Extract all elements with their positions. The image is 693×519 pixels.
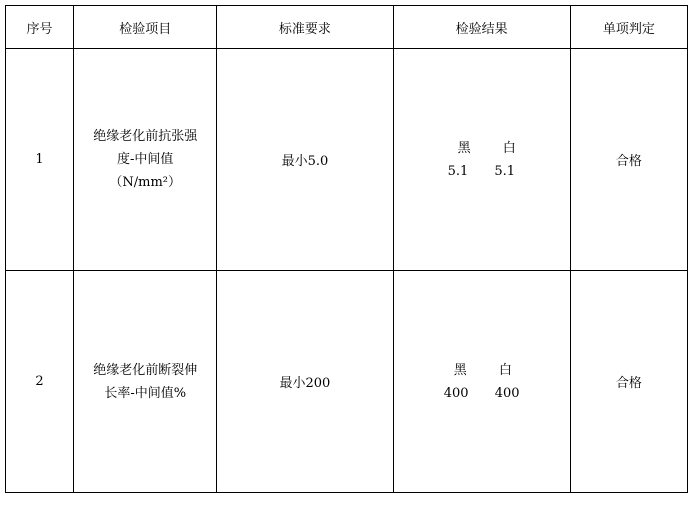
result-label-black: 黑 (453, 362, 467, 378)
requirement-text: 最小200 (279, 376, 331, 391)
row-serial-no: 1 (6, 49, 74, 271)
row-result (393, 271, 570, 493)
result-label-white: 白 (498, 362, 512, 378)
inspection-table (5, 5, 688, 493)
header-test-result: 检验结果 (393, 6, 570, 49)
result-value-white: 5.1 (494, 163, 516, 179)
result-value-black: 400 (443, 385, 469, 401)
row-serial-no: 2 (6, 271, 74, 493)
row-test-item (74, 271, 217, 493)
result-label-black: 黑 (457, 140, 471, 156)
table-row (6, 271, 688, 493)
header-test-item: 检验项目 (74, 6, 217, 49)
header-serial-no: 序号 (6, 6, 74, 49)
row-test-item (74, 49, 217, 271)
row-result (393, 49, 570, 271)
header-row (6, 6, 688, 49)
table-row (6, 49, 688, 271)
row-requirement (217, 49, 393, 271)
test-item-line: 绝缘老化前抗张强 (93, 129, 198, 144)
test-item-line: 度-中间值 (116, 152, 174, 167)
result-value-black: 5.1 (447, 163, 469, 179)
test-item-line: 长率-中间值% (104, 385, 187, 401)
result-value-white: 400 (494, 385, 520, 401)
row-verdict: 合格 (570, 49, 687, 271)
header-standard-requirement: 标准要求 (217, 6, 393, 49)
header-verdict: 单项判定 (570, 6, 687, 49)
test-item-unit: （N/mm²） (109, 175, 181, 190)
row-requirement (217, 271, 393, 493)
result-label-white: 白 (502, 140, 516, 156)
test-item-line: 绝缘老化前断裂伸 (93, 362, 198, 378)
requirement-text: 最小5.0 (281, 154, 329, 169)
row-verdict: 合格 (570, 271, 687, 493)
